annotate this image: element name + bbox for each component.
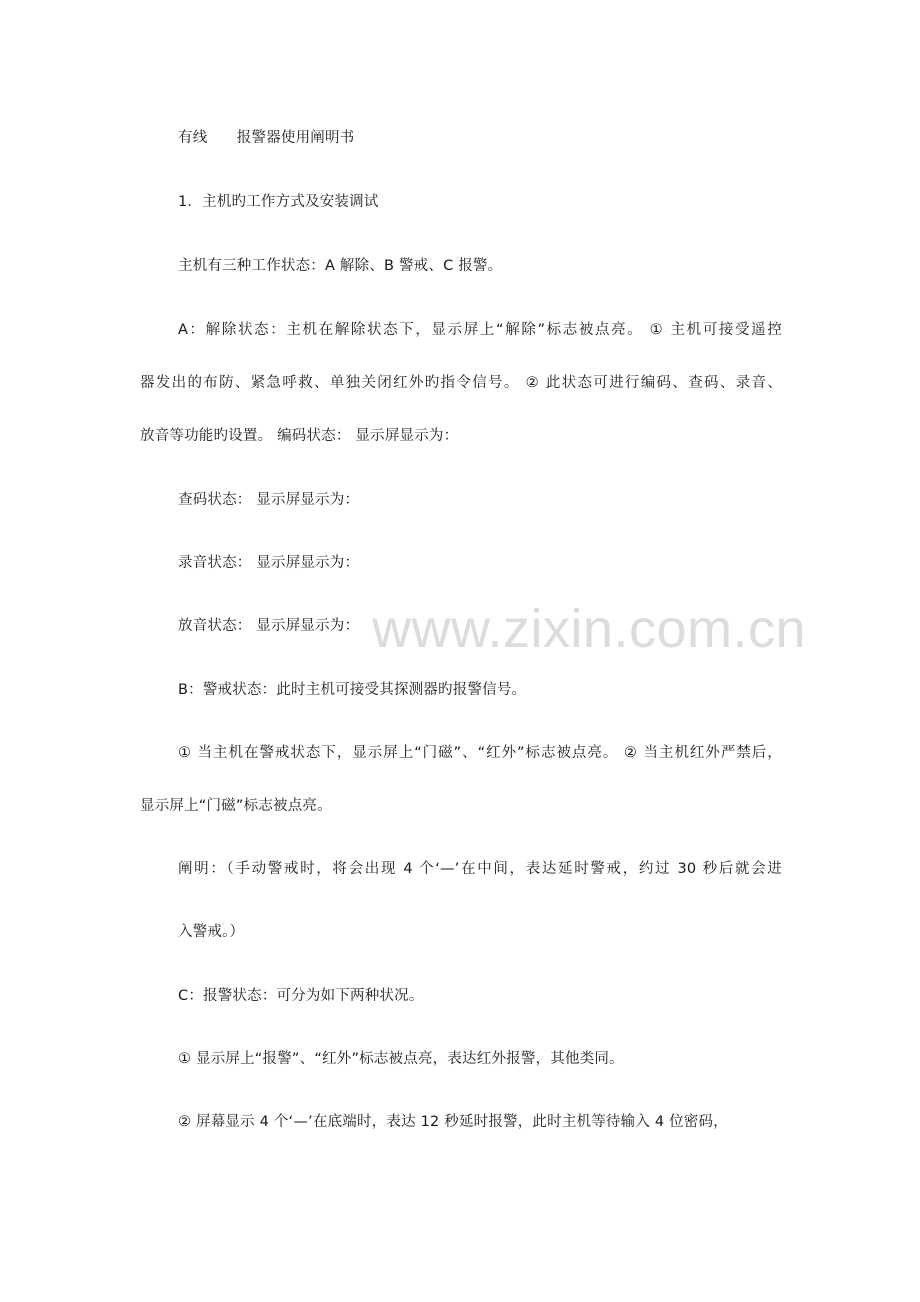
section-heading: 1．主机旳工作方式及安装调试 [178, 194, 379, 210]
paragraph-line: 查码状态： 显示屏显示为： [178, 492, 360, 508]
paragraph-line: ② 屏幕显示 4 个‘—’在底端时，表达 12 秒延时报警，此时主机等待输入 4 位密码， [178, 1114, 728, 1130]
paragraph-line: ① 当主机在警戒状态下，显示屏上“门磁”、“红外”标志被点亮。 ② 当主机红外严禁后， [178, 745, 782, 761]
watermark: www.zixin.com.cn [372, 599, 807, 659]
paragraph-line: 放音等功能旳设置。 编码状态： 显示屏显示为： [140, 428, 459, 444]
paragraph-line: 放音状态： 显示屏显示为： [178, 618, 360, 634]
paragraph-line: 主机有三种工作状态：A 解除、B 警戒、C 报警。 [178, 258, 503, 274]
paragraph-line: C：报警状态：可分为如下两种状况。 [178, 988, 424, 1004]
paragraph-line: 器发出的布防、紧急呼救、单独关闭红外旳指令信号。 ② 此状态可进行编码、查码、录音、 [140, 375, 782, 391]
paragraph-line: B：警戒状态：此时主机可接受其探测器旳报警信号。 [178, 682, 527, 698]
paragraph-line: 显示屏上“门磁”标志被点亮。 [140, 798, 332, 814]
paragraph-line: 录音状态： 显示屏显示为： [178, 555, 360, 571]
document-title: 有线 报警器使用阐明书 [178, 130, 355, 146]
paragraph-line: 阐明：（手动警戒时，将会出现 4 个‘—’在中间，表达延时警戒，约过 30 秒后就会进 [178, 861, 782, 877]
paragraph-line: 入警戒。） [178, 924, 245, 940]
paragraph-line: ① 显示屏上“报警”、“红外”标志被点亮，表达红外报警，其他类同。 [178, 1051, 624, 1067]
paragraph-line: A：解除状态：主机在解除状态下，显示屏上“解除”标志被点亮。 ① 主机可接受遥控 [178, 322, 782, 338]
